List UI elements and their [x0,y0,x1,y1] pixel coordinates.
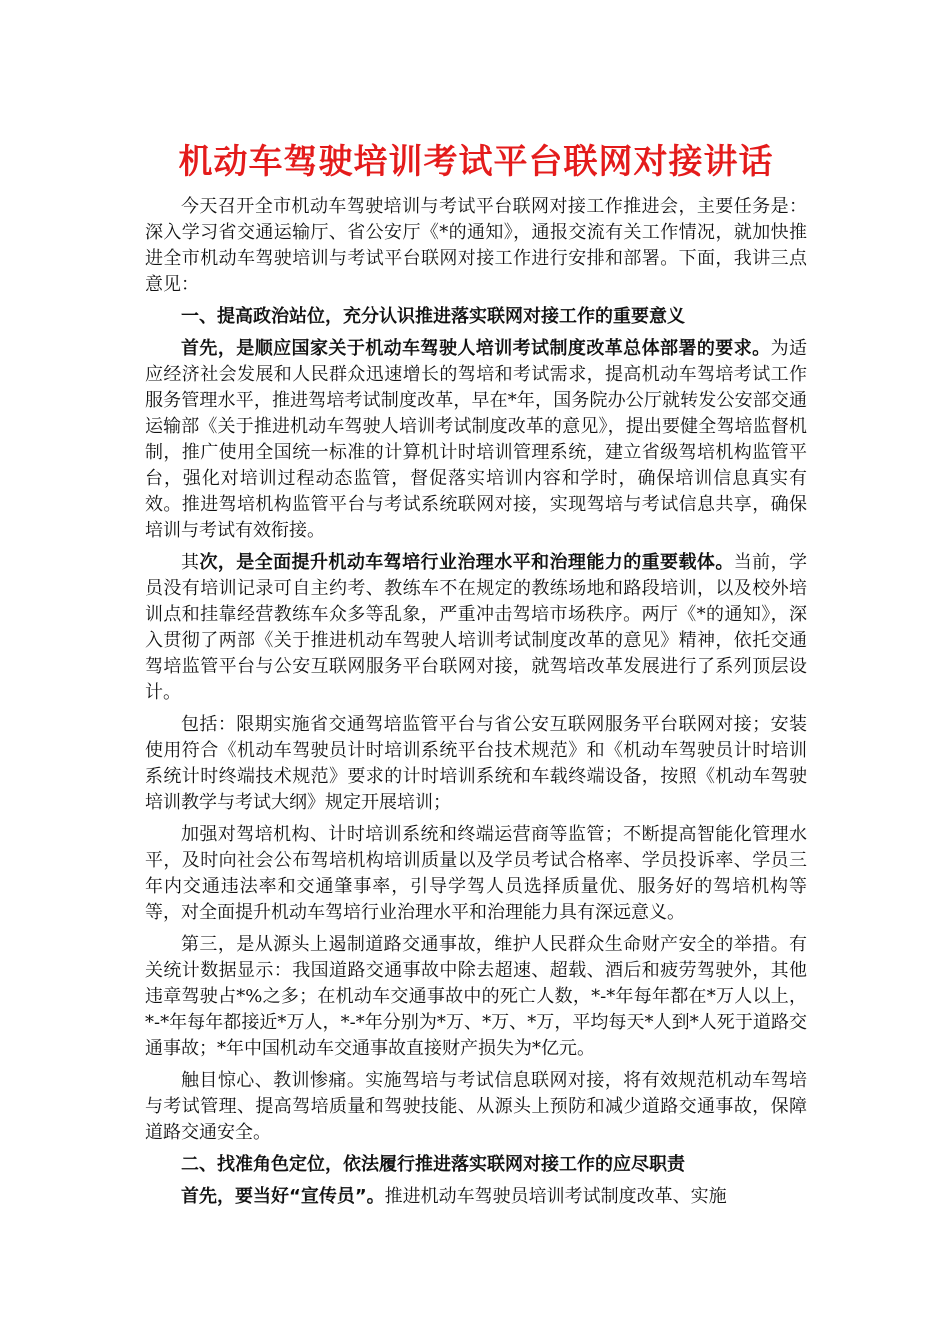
intro-paragraph: 今天召开全市机动车驾驶培训与考试平台联网对接工作推进会，主要任务是：深入学习省交通运输厅、省公安厅《*的通知》，通报交流有关工作情况，就加快推进全市机动车驾驶培训与考试平台联网对接工作进行安排和部署。下面，我讲三点意见： [145,196,807,295]
section-1-paragraph-5: 第三，是从源头上遏制道路交通事故，维护人民群众生命财产安全的举措。有关统计数据显示：我国道路交通事故中除去超速、超载、酒后和疲劳驾驶外，其他违章驾驶占*%之多；在机动车交通事故中的死亡人数，*-*年每年都在*万人以上，*-*年每年都接近*万人，*-*年分别为*万、*万、*万，平均每天*人到*人死于道路交通事故；*年中国机动车交通事故直接财产损失为*亿元。 [145,934,807,1059]
section-2-paragraph-1-lead: 首先，要当好“宣传员”。 [181,1186,385,1207]
document-title: 机动车驾驶培训考试平台联网对接讲话 [178,142,774,182]
section-1-paragraph-2 [145,550,807,706]
section-1-paragraph-1-lead: 首先，是顺应国家关于机动车驾驶人培训考试制度改革总体部署的要求。 [181,338,771,359]
section-1-paragraph-2-body: 当前，学员没有培训记录可自主约考、教练车不在规定的教练场地和路段培训，以及校外培训点和挂靠经营教练车众多等乱象，严重冲击驾培市场秩序。两厅《*的通知》，深入贯彻了两部《关于推进机动车驾驶人培训考试制度改革的意见》精神，依托交通驾培监管平台与公安互联网服务平台联网对接，就驾培改革发展进行了系列顶层设计。 [145,552,808,703]
section-1-paragraph-1-body: 为适应经济社会发展和人民群众迅速增长的驾培和考试需求，提高机动车驾培考试工作服务管理水平，推进驾培考试制度改革，早在*年，国务院办公厅就转发公安部交通运输部《关于推进机动车驾驶人培训考试制度改革的意见》，提出要健全驾培监督机制，推广使用全国统一标准的计算机计时培训管理系统，建立省级驾培机构监管平台，强化对培训过程动态监管，督促落实培训内容和学时，确保培训信息真实有效。推进驾培机构监管平台与考试系统联网对接，实现驾培与考试信息共享，确保培训与考试有效衔接。 [145,338,808,541]
section-1-paragraph-2-lead: 次，是全面提升机动车驾培行业治理水平和治理能力的重要载体。 [199,552,734,573]
section-1-paragraph-4: 加强对驾培机构、计时培训系统和终端运营商等监管；不断提高智能化管理水平，及时向社会公布驾培机构培训质量以及学员考试合格率、学员投诉率、学员三年内交通违法率和交通肇事率，引导学驾人员选择质量优、服务好的驾培机构等等，对全面提升机动车驾培行业治理水平和治理能力具有深远意义。 [145,824,807,923]
section-1-paragraph-3: 包括：限期实施省交通驾培监管平台与省公安互联网服务平台联网对接；安装使用符合《机动车驾驶员计时培训系统平台技术规范》和《机动车驾驶员计时培训系统计时终端技术规范》要求的计时培训系统和车载终端设备，按照《机动车驾驶培训教学与考试大纲》规定开展培训； [145,714,807,813]
section-2-paragraph-1-body: 推进机动车驾驶员培训考试制度改革、实施 [384,1186,727,1207]
section-2-heading: 二、找准角色定位，依法履行推进落实联网对接工作的应尽职责 [181,1154,685,1175]
section-1-paragraph-2-prefix: 其 [181,552,200,573]
document-page [145,140,807,1216]
section-1-paragraph-1 [145,336,807,544]
section-1-paragraph-6: 触目惊心、教训惨痛。实施驾培与考试信息联网对接，将有效规范机动车驾培与考试管理、提高驾培质量和驾驶技能、从源头上预防和减少道路交通事故，保障道路交通安全。 [145,1070,807,1143]
section-1-heading: 一、提高政治站位，充分认识推进落实联网对接工作的重要意义 [181,306,685,327]
section-2-paragraph-1 [145,1184,807,1210]
